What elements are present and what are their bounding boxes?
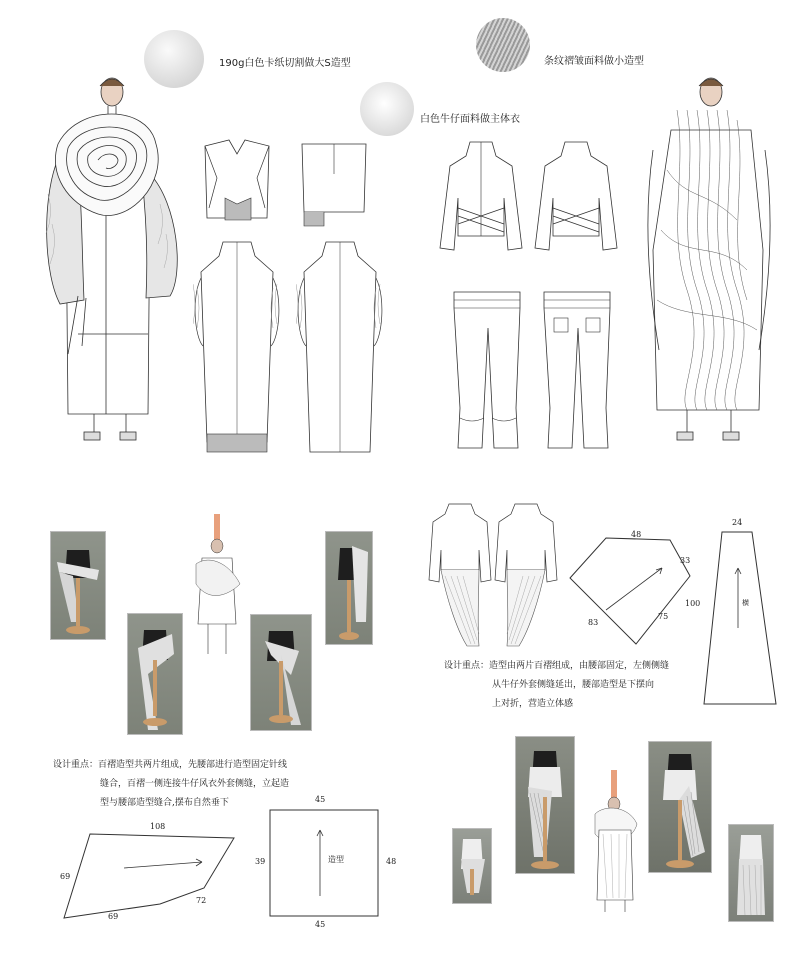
- flat-vest-front: [197, 138, 277, 228]
- pattern-piece-left-1: [62, 828, 242, 922]
- dim-r1-top: 48: [631, 530, 642, 539]
- figure-illustration-left: [38, 74, 188, 454]
- design-note-right-line2: 从牛仔外套侧缝延出，腰部造型是下摆向: [492, 680, 655, 690]
- dim-r2-grain: 横: [742, 599, 749, 607]
- garment-photo-4: [728, 824, 774, 922]
- design-note-right-line1: 设计重点：造型由两片百褶组成，由腰部固定，左侧侧缝: [444, 661, 670, 671]
- mannequin-photo-4: [325, 531, 373, 645]
- mannequin-photo-3: [250, 614, 312, 731]
- design-note-left-line1: 设计重点：百褶造型共两片组成，先腰部进行造型固定针线: [53, 760, 288, 770]
- design-note-right: [444, 657, 669, 714]
- dim-l2-top: 45: [315, 795, 326, 804]
- flat-dress-back: [296, 238, 384, 456]
- garment-photo-1: [452, 828, 492, 904]
- stripe-pleat-swatch: [476, 18, 530, 72]
- garment-sketch: [585, 770, 645, 916]
- pattern-piece-right-2: [700, 528, 780, 710]
- flat-pleat-back: [493, 500, 559, 650]
- flat-trousers-front: [450, 288, 524, 456]
- garment-photo-2: [515, 736, 575, 874]
- garment-photo-3: [648, 741, 712, 873]
- dim-l2-left: 39: [255, 857, 266, 866]
- label-paper-s: 190g白色卡纸切割做大S造型: [219, 58, 351, 69]
- label-stripe-pleat: 条纹褶皱面料做小造型: [544, 56, 644, 67]
- dim-l2-right: 48: [386, 857, 397, 866]
- mannequin-photo-1: [50, 531, 106, 640]
- design-note-left-line2: 缝合，百褶一侧连接牛仔风衣外套侧缝，立起造: [100, 779, 290, 789]
- mannequin-photo-2: [127, 613, 183, 735]
- flat-jacket-back: [533, 138, 619, 268]
- dim-l2-center: 造型: [328, 855, 344, 864]
- flat-trousers-back: [540, 288, 614, 456]
- dim-l1-left: 69: [60, 872, 71, 881]
- dim-r2-side: 100: [685, 599, 701, 608]
- dim-l1-top: 108: [150, 822, 166, 831]
- dim-r1-bottom: 75: [658, 612, 669, 621]
- label-denim-body: 白色牛仔面料做主体衣: [420, 114, 520, 125]
- mannequin-sketch: [190, 514, 246, 664]
- design-note-left-line3: 型与腰部造型缝合,摆布自然垂下: [100, 798, 229, 808]
- design-note-right-line3: 上对折，营造立体感: [492, 699, 574, 709]
- dim-l1-right: 72: [196, 896, 207, 905]
- flat-pleat-front: [427, 500, 493, 650]
- figure-illustration-right: [647, 70, 771, 454]
- pattern-piece-left-2: [266, 806, 384, 920]
- dim-r2-top: 24: [732, 518, 743, 527]
- dim-l1-bottom: 69: [108, 912, 119, 921]
- flat-vest-back: [294, 134, 374, 230]
- flat-dress-front: [193, 238, 281, 456]
- dim-r1-right: 33: [680, 556, 691, 565]
- dim-l2-bottom: 45: [315, 920, 326, 929]
- dim-r1-left: 83: [588, 618, 599, 627]
- white-denim-swatch: [360, 82, 414, 136]
- design-note-left: [53, 756, 289, 813]
- pattern-piece-right-1: [566, 528, 696, 648]
- flat-jacket-front: [438, 138, 524, 268]
